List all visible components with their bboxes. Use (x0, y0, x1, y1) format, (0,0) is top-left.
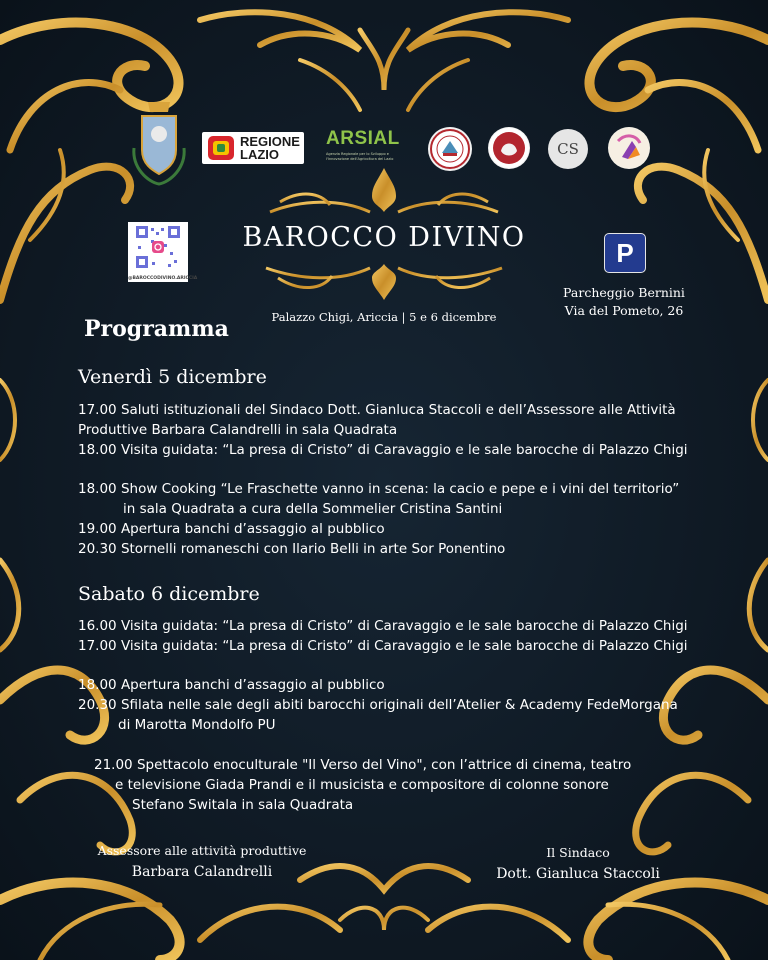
day2-line: e televisione Giada Prandi e il musicista e compositore di colonne sonore (115, 777, 609, 793)
signature-right-name: Dott. Gianluca Staccoli (496, 866, 660, 882)
signature-left-role: Assessore alle attività produttive (97, 843, 307, 858)
circle-logo-1 (428, 127, 472, 171)
day1-title: Venerdì 5 dicembre (78, 366, 267, 388)
regione-lazio-emblem-icon (206, 134, 236, 162)
day1-line: in sala Quadrata a cura della Sommelier Cristina Santini (123, 501, 503, 517)
signature-right-role: Il Sindaco (546, 845, 610, 860)
day2-title: Sabato 6 dicembre (78, 583, 260, 605)
day2-line: 20.30 Sfilata nelle sale degli abiti barocchi originali dell’Atelier & Academy FedeMorgana (78, 697, 678, 713)
cs-logo (548, 129, 588, 169)
parking-line1: Parcheggio Bernini (563, 285, 685, 300)
qr-handle: @BAROCCODIVINO.ARICCIA (128, 276, 198, 281)
day1-line: 19.00 Apertura banchi d’assaggio al pubblico (78, 521, 385, 537)
day2-line: Stefano Switala in sala Quadrata (132, 797, 354, 813)
day2-line: 21.00 Spettacolo enoculturale "Il Verso del Vino", con l’attrice di cinema, teatro (94, 757, 632, 773)
program-heading: Programma (84, 316, 229, 342)
parking-info (560, 284, 688, 320)
arsial-name: ARSIAL (326, 128, 400, 149)
event-venue: Palazzo Chigi, Ariccia | 5 e 6 dicembre (271, 310, 497, 324)
regione-line1: REGIONE (240, 134, 300, 149)
parking-icon (604, 233, 646, 273)
day1-line: 18.00 Visita guidata: “La presa di Cristo” di Caravaggio e le sale barocche di Palazzo Chigi (78, 442, 688, 458)
circle-logo-2 (488, 127, 530, 169)
parking-icon-letter: P (616, 237, 634, 268)
day1-line: 17.00 Saluti istituzionali del Sindaco Dott. Gianluca Staccoli e dell’Assessore alle Attività (78, 402, 676, 418)
circle-logo-4 (608, 127, 650, 169)
day2-line: 16.00 Visita guidata: “La presa di Cristo” di Caravaggio e le sale barocche di Palazzo Chigi (78, 618, 688, 634)
arsial-tagline: Agenzia Regionale per lo Sviluppo e l'Innovazione dell'Agricoltura del Lazio (326, 152, 394, 161)
ariccia-coat-of-arms-logo (128, 98, 190, 188)
day1-line: 18.00 Show Cooking “Le Fraschette vanno in scena: la cacio e pepe e i vini del territorio” (78, 481, 680, 497)
day1-line: Produttive Barbara Calandrelli in sala Quadrata (78, 422, 398, 438)
signature-left-name: Barbara Calandrelli (131, 864, 273, 880)
day1-line: 20.30 Stornelli romaneschi con Ilario Belli in arte Sor Ponentino (78, 541, 506, 557)
regione-line2: LAZIO (240, 147, 279, 162)
parking-line2: Via del Pometo, 26 (564, 303, 684, 318)
cs-text: CS (557, 140, 579, 158)
regione-lazio-logo (202, 132, 304, 164)
signature-right (486, 845, 670, 882)
day2-line: 18.00 Apertura banchi d’assaggio al pubblico (78, 677, 385, 693)
event-title: BAROCCO DIVINO (242, 222, 526, 253)
day2-line: 17.00 Visita guidata: “La presa di Cristo” di Caravaggio e le sale barocche di Palazzo Chigi (78, 638, 688, 654)
day2-line: di Marotta Mondolfo PU (118, 717, 276, 733)
arsial-logo (326, 128, 410, 162)
signature-left (96, 843, 308, 880)
